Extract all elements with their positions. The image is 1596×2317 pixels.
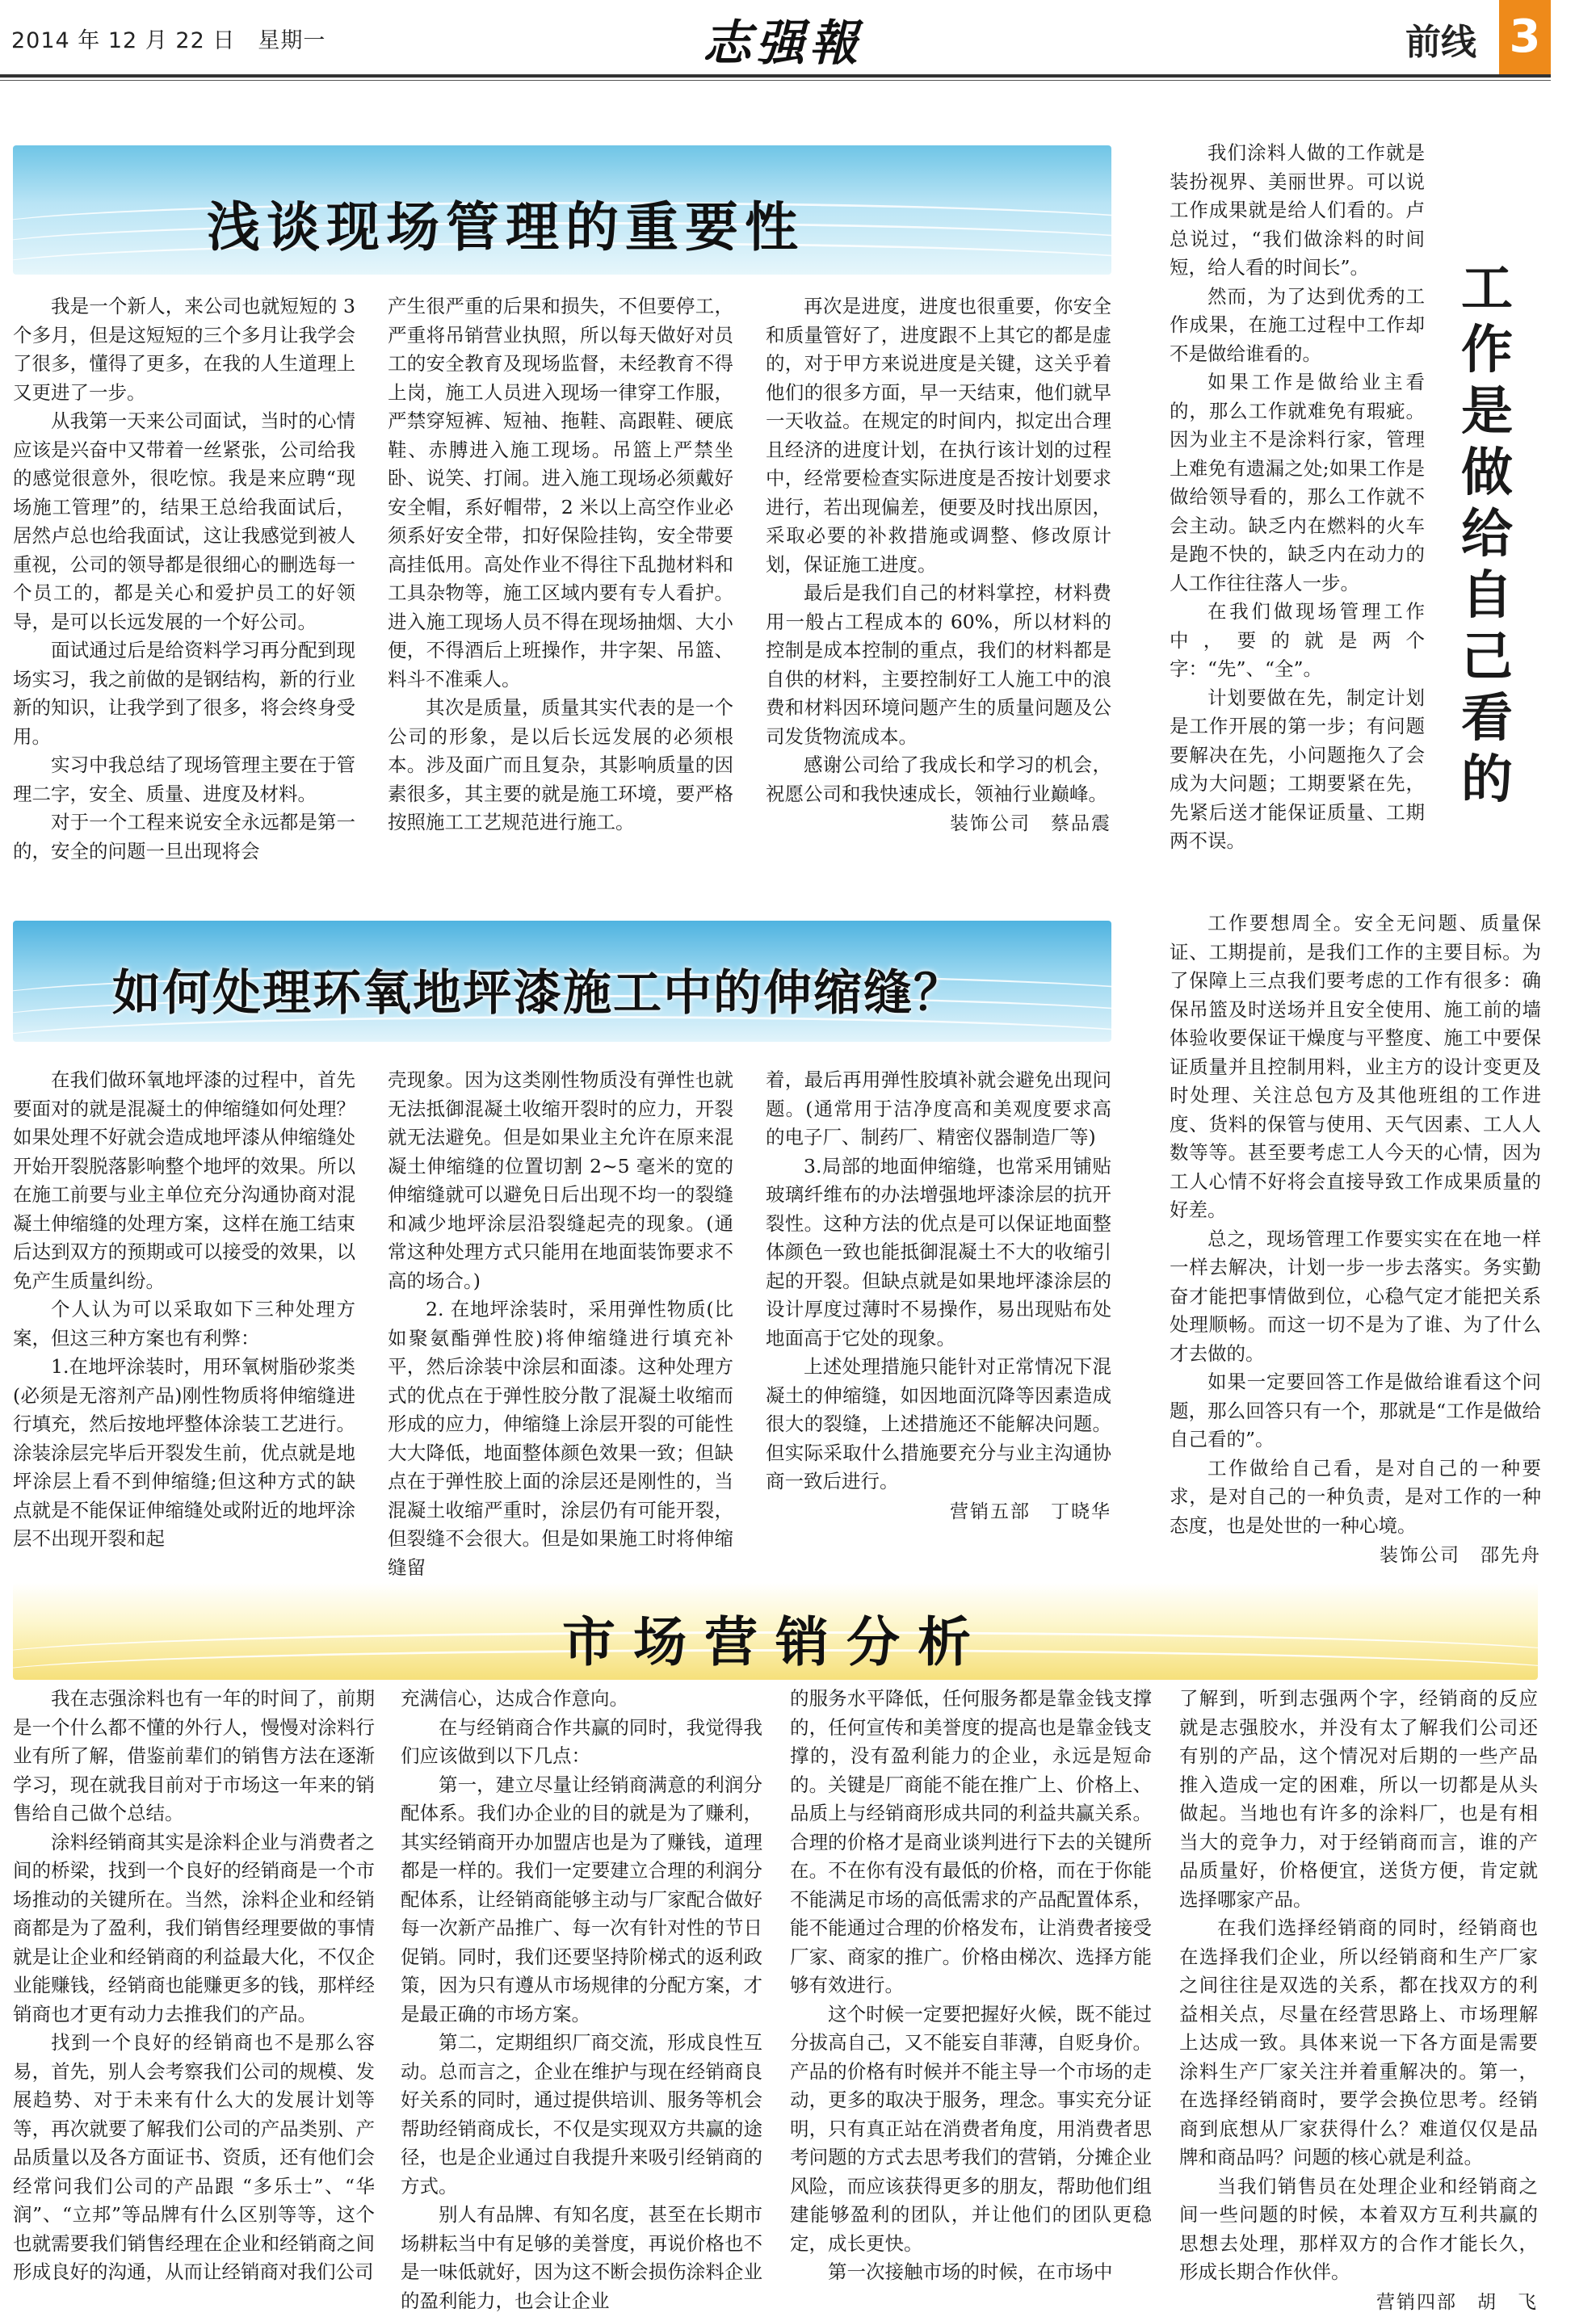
article1-banner xyxy=(13,145,1111,275)
article2-column-3 xyxy=(766,1066,1111,1567)
article2-title: 如何处理环氧地坪漆施工中的伸缩缝？ xyxy=(13,955,1111,1024)
paragraph: 1.在地坪涂装时，用环氧树脂砂浆类(必须是无溶剂产品)刚性物质将伸缩缝进行填充，然后按地坪整体涂装工艺进行。涂装涂层完毕后开裂发生前，优点就是地坪涂层上看不到伸缩缝;但这种方式的缺点就是不能保证伸缩缝处或附近的地坪涂层不出现开裂和起 xyxy=(13,1353,355,1554)
masthead-logo: 志强報 xyxy=(703,5,863,74)
paragraph: 工作要想周全。安全无问题、质量保证、工期提前，是我们工作的主要目标。为了保障上三点我们要考虑的工作有很多：确保吊篮及时送场并且安全使用、施工前的墙体验收要保证干燥度与平整度、施工中要保证质量并且控制用料，业主方的设计变更及时处理、关注总包方及其他班组的工作进度、货料的保管与使用、天气因素、工人人数等等。甚至要考虑工人今天的心情，因为工人心情不好将会直接导致工作成果质量的好差。 xyxy=(1170,909,1541,1225)
paragraph: 着，最后再用弹性胶填补就会避免出现问题。(通常用于洁净度高和美观度要求高的电子厂、制药厂、精密仪器制造厂等) xyxy=(766,1066,1111,1152)
paragraph: 2. 在地坪涂装时，采用弹性物质(比如聚氨酯弹性胶)将伸缩缝进行填充补平，然后涂装中涂层和面漆。这种处理方式的优点在于弹性胶分散了混凝土收缩而形成的应力，伸缩缝上涂层开裂的可能性大大降低，地面整体颜色效果一致；但缺点在于弹性胶上面的涂层还是刚性的，当混凝土收缩严重时，涂层仍有可能开裂，但裂缝不会很大。但是如果施工时将伸缩缝留 xyxy=(388,1295,733,1582)
article4-column-3 xyxy=(790,1685,1152,2306)
article2-byline: 营销五部 丁晓华 xyxy=(766,1498,1111,1527)
paragraph: 第一，建立尽量让经销商满意的利润分配体系。我们办企业的目的就是为了赚利，其实经销商开办加盟店也是为了赚钱，道理都是一样的。我们一定要建立合理的利润分配体系，让经销商能够主动与厂家配合做好每一次新产品推广、每一次有针对性的节日促销。同时，我们还要坚持阶梯式的返利政策，因为只有遵从市场规律的分配方案，才是最正确的市场方案。 xyxy=(401,1771,762,2029)
paragraph: 了解到，听到志强两个字，经销商的反应就是志强胶水，并没有太了解我们公司还有别的产品，这个情况对后期的一些产品推入造成一定的困难，所以一切都是从头做起。当地也有许多的涂料厂，也是有相当大的竞争力，对于经销商而言，谁的产品质量好，价格便宜，送货方便，肯定就选择哪家产品。 xyxy=(1179,1685,1538,1914)
paragraph: 涂料经销商其实是涂料企业与消费者之间的桥梁，找到一个良好的经销商是一个市场推动的关键所在。当然，涂料企业和经销商都是为了盈利，我们销售经理要做的事情就是让企业和经销商的利益最大化，不仅企业能赚钱，经销商也能赚更多的钱，那样经销商也才更有动力去推我们的产品。 xyxy=(13,1828,375,2029)
paragraph: 第二，定期组织厂商交流，形成良性互动。总而言之，企业在维护与现在经销商良好关系的同时，通过提供培训、服务等机会帮助经销商成长，不仅是实现双方共赢的途径，也是企业通过自我提升来吸引经销商的方式。 xyxy=(401,2029,762,2201)
article4-byline: 营销四部 胡 飞 xyxy=(1179,2289,1538,2317)
title-glyph: 己 xyxy=(1460,627,1514,688)
article3-byline: 装饰公司 邵先舟 xyxy=(1170,1542,1541,1571)
article2-banner xyxy=(13,921,1111,1042)
article4-banner xyxy=(13,1583,1538,1680)
title-glyph: 做 xyxy=(1460,443,1514,504)
paragraph: 在我们选择经销商的同时，经销商也在选择我们企业，所以经销商和生产厂家之间往往是双选的关系，都在找双方的利益相关点，尽量在经营思路上、市场理解上达成一致。具体来说一下各方面是需要涂料生产厂家关注并着重解决的。第一，在选择经销商时，要学会换位思考。经销商到底想从厂家获得什么？难道仅仅是品牌和商品吗？问题的核心就是利益。 xyxy=(1179,1914,1538,2172)
paragraph: 别人有品牌、有知名度，甚至在长期市场耕耘当中有足够的美誉度，再说价格也不是一味低就好，因为这不断会损伤涂料企业的盈利能力，也会让企业 xyxy=(401,2201,762,2315)
paragraph: 个人认为可以采取如下三种处理方案，但这三种方案也有利弊： xyxy=(13,1295,355,1353)
paragraph: 计划要做在先，制定计划是工作开展的第一步；有问题要解决在先，小问题拖久了会成为大问题；工期要紧在先，先紧后送才能保证质量、工期两不误。 xyxy=(1170,684,1425,856)
paragraph: 这个时候一定要把握好火候，既不能过分拔高自己，又不能妄自菲薄，自贬身价。产品的价格有时候并不能主导一个市场的走动，更多的取决于服务，理念。事实充分证明，只有真正站在消费者角度，用消费者思考问题的方式去思考我们的营销，分摊企业风险，而应该获得更多的朋友，帮助他们组建能够盈利的团队，并让他们的团队更稳定，成长更快。 xyxy=(790,2000,1152,2259)
paragraph: 如果一定要回答工作是做给谁看这个问题，那么回答只有一个，那就是“工作是做给自己看的”。 xyxy=(1170,1368,1541,1454)
paragraph: 从我第一天来公司面试，当时的心情应该是兴奋中又带着一丝紧张，公司给我的感觉很意外，很吃惊。我是来应聘“现场施工管理”的，结果王总给我面试后，居然卢总也给我面试，这让我感觉到被人重视，公司的领导都是很细心的刪选每一个员工的，都是关心和爱护员工的好领导，是可以长远发展的一个好公司。 xyxy=(13,407,355,636)
paragraph: 感谢公司给了我成长和学习的机会，祝愿公司和我快速成长，领袖行业巅峰。 xyxy=(766,751,1111,808)
paragraph: 如果工作是做给业主看的，那么工作就难免有瑕疵。因为业主不是涂料行家，管理上难免有遗漏之处;如果工作是做给领导看的，那么工作就不会主动。缺乏内在燃料的火车是跑不快的，缺乏内在动力的人工作往往落人一步。 xyxy=(1170,368,1425,598)
paragraph: 当我们销售员在处理企业和经销商之间一些问题的时候，本着双方互利共赢的思想去处理，那样双方的合作才能长久，形成长期合作伙伴。 xyxy=(1179,2172,1538,2287)
article2-column-2 xyxy=(388,1066,733,1567)
article3-column-bottom xyxy=(1170,909,1541,1580)
header-rule-thin xyxy=(0,80,1551,81)
article4-column-1 xyxy=(13,1685,375,2306)
article4-title: 市场营销分析 xyxy=(13,1599,1538,1676)
paragraph: 我们涂料人做的工作就是装扮视界、美丽世界。可以说工作成果就是给人们看的。卢总说过，“我们做涂料的时间短，给人看的时间长”。 xyxy=(1170,139,1425,283)
paragraph: 其次是质量，质量其实代表的是一个公司的形象，是以后长远发展的必须根本。涉及面广而且复杂，其影响质量的因素很多，其主要的就是施工环境，要严格按照施工工艺规范进行施工。 xyxy=(388,694,733,837)
article4-column-4 xyxy=(1179,1685,1538,2306)
section-name: 前线 xyxy=(1405,13,1476,65)
paragraph: 我是一个新人，来公司也就短短的 3 个多月，但是这短短的三个多月让我学会了很多，懂得了更多，在我的人生道理上又更进了一步。 xyxy=(13,292,355,407)
article1-column-3 xyxy=(766,292,1111,890)
paragraph: 在我们做现场管理工作中，要的就是两个字：“先”、“全”。 xyxy=(1170,598,1425,684)
title-glyph: 作 xyxy=(1460,320,1514,381)
paragraph: 再次是进度，进度也很重要，你安全和质量管好了，进度跟不上其它的都是虚的，对于甲方来说进度是关键，这关乎着他们的很多方面，早一天结束，他们就早一天收益。在规定的时间内，拟定出合理且经济的进度计划，在执行该计划的过程中，经常要检查实际进度是否按计划要求进行，若出现偏差，便要及时找出原因，采取必要的补救措施或调整、修改原计划，保证施工进度。 xyxy=(766,292,1111,579)
paragraph: 最后是我们自己的材料掌控，材料费用一般占工程成本的 60%，所以材料的控制是成本控制的重点，我们的材料都是自供的材料，主要控制好工人施工中的浪费和材料因环境问题产生的质量问题及公司发货物流成本。 xyxy=(766,579,1111,751)
page-number: 3 xyxy=(1499,0,1551,74)
paragraph: 3.局部的地面伸缩缝，也常采用铺贴玻璃纤维布的办法增强地坪漆涂层的抗开裂性。这种方法的优点是可以保证地面整体颜色一致也能抵御混凝土不大的收缩引起的开裂。但缺点就是如果地坪漆涂层的设计厚度过薄时不易操作，易出现贴布处地面高于它处的现象。 xyxy=(766,1152,1111,1354)
paragraph: 面试通过后是给资料学习再分配到现场实习，我之前做的是钢结构，新的行业新的知识，让我学到了很多，将会终身受用。 xyxy=(13,636,355,751)
paragraph: 实习中我总结了现场管理主要在于管理二字，安全、质量、进度及材料。 xyxy=(13,751,355,808)
paragraph: 产生很严重的后果和损失，不但要停工，严重将吊销营业执照，所以每天做好对员工的安全教育及现场监督，未经教育不得上岗，施工人员进入现场一律穿工作服，严禁穿短裤、短袖、拖鞋、高跟鞋、硬底鞋、赤膊进入施工现场。吊篮上严禁坐卧、说笑、打闹。进入施工现场必须戴好安全帽，系好帽带，2 米以上高空作业必须系好安全带，扣好保险挂钩，安全带要高挂低用。高处作业不得往下乱抛材料和工具杂物等，施工区域内要有专人看护。进入施工现场人员不得在现场抽烟、大小便，不得酒后上班操作，井字架、吊篮、料斗不准乘人。 xyxy=(388,292,733,694)
article3-title xyxy=(1460,258,1514,811)
article1-column-1 xyxy=(13,292,355,890)
article3-column-top xyxy=(1170,139,1425,906)
issue-date: 2014 年 12 月 22 日 星期一 xyxy=(11,23,326,54)
paragraph: 我在志强涂料也有一年的时间了，前期是一个什么都不懂的外行人，慢慢对涂料行业有所了解，借鉴前辈们的销售方法在逐渐学习，现在就我目前对于市场这一年来的销售给自己做个总结。 xyxy=(13,1685,375,1828)
title-glyph: 工 xyxy=(1460,258,1514,320)
article1-byline: 装饰公司 蔡品震 xyxy=(766,810,1111,839)
title-glyph: 给 xyxy=(1460,504,1514,565)
paragraph: 总之，现场管理工作要实实在在地一样一样去解决，计划一步一步去落实。务实勤奋才能把事情做到位，心稳气定才能把关系处理顺畅。而这一切不是为了谁、为了什么才去做的。 xyxy=(1170,1225,1541,1369)
title-glyph: 是 xyxy=(1460,381,1514,443)
title-glyph: 的 xyxy=(1460,749,1514,811)
paragraph: 工作做给自己看，是对自己的一种要求，是对自己的一种负责，是对工作的一种态度，也是处世的一种心境。 xyxy=(1170,1454,1541,1541)
header-rule xyxy=(0,74,1551,78)
paragraph: 在我们做环氧地坪漆的过程中，首先要面对的就是混凝土的伸缩缝如何处理？如果处理不好就会造成地坪漆从伸缩缝处开始开裂脱落影响整个地坪的效果。所以在施工前要与业主单位充分沟通协商对混凝土伸缩缝的处理方案，这样在施工结束后达到双方的预期或可以接受的效果，以免产生质量纠纷。 xyxy=(13,1066,355,1295)
article2-column-1 xyxy=(13,1066,355,1567)
paragraph: 充满信心，达成合作意向。 xyxy=(401,1685,762,1714)
paragraph: 的服务水平降低，任何服务都是靠金钱支撑的，任何宣传和美誉度的提高也是靠金钱支撑的，没有盈利能力的企业，永远是短命的。关键是厂商能不能在推广上、价格上、品质上与经销商形成共同的利益共赢关系。合理的价格才是商业谈判进行下去的关键所在。不在你有没有最低的价格，而在于你能不能满足市场的高低需求的产品配置体系，能不能通过合理的价格发布，让消费者接受厂家、商家的推广。价格由梯次、选择方能够有效进行。 xyxy=(790,1685,1152,2000)
title-glyph: 自 xyxy=(1460,565,1514,627)
paragraph: 然而，为了达到优秀的工作成果，在施工过程中工作却不是做给谁看的。 xyxy=(1170,283,1425,369)
paragraph: 第一次接触市场的时候，在市场中 xyxy=(790,2258,1152,2287)
title-glyph: 看 xyxy=(1460,688,1514,749)
article1-title: 浅谈现场管理的重要性 xyxy=(13,184,1111,261)
paragraph: 上述处理措施只能针对正常情况下混凝土的伸缩缝，如因地面沉降等因素造成很大的裂缝，上述措施还不能解决问题。但实际采取什么措施要充分与业主沟通协商一致后进行。 xyxy=(766,1353,1111,1496)
paragraph: 对于一个工程来说安全永远都是第一的，安全的问题一旦出现将会 xyxy=(13,808,355,866)
article4-column-2 xyxy=(401,1685,762,2306)
paragraph: 在与经销商合作共赢的同时，我觉得我们应该做到以下几点： xyxy=(401,1714,762,1771)
paragraph: 壳现象。因为这类刚性物质没有弹性也就无法抵御混凝土收缩开裂时的应力，开裂就无法避免。但是如果业主允许在原来混凝土伸缩缝的位置切割 2~5 毫米的宽的伸缩缝就可以避免日后出现不均一的裂缝和减少地坪涂层沿裂缝起壳的现象。(通常这种处理方式只能用在地面装饰要求不高的场合。) xyxy=(388,1066,733,1295)
article1-column-2 xyxy=(388,292,733,890)
paragraph: 找到一个良好的经销商也不是那么容易，首先，别人会考察我们公司的规模、发展趋势、对于未来有什么大的发展计划等等，再次就要了解我们公司的产品类别、产品质量以及各方面证书、资质，还有他们会经常问我们公司的产品跟 “多乐士”、“华润”、“立邦”等品牌有什么区别等等，这个也就需要我们销售经理在企业和经销商之间形成良好的沟通，从而让经销商对我们公司 xyxy=(13,2029,375,2287)
